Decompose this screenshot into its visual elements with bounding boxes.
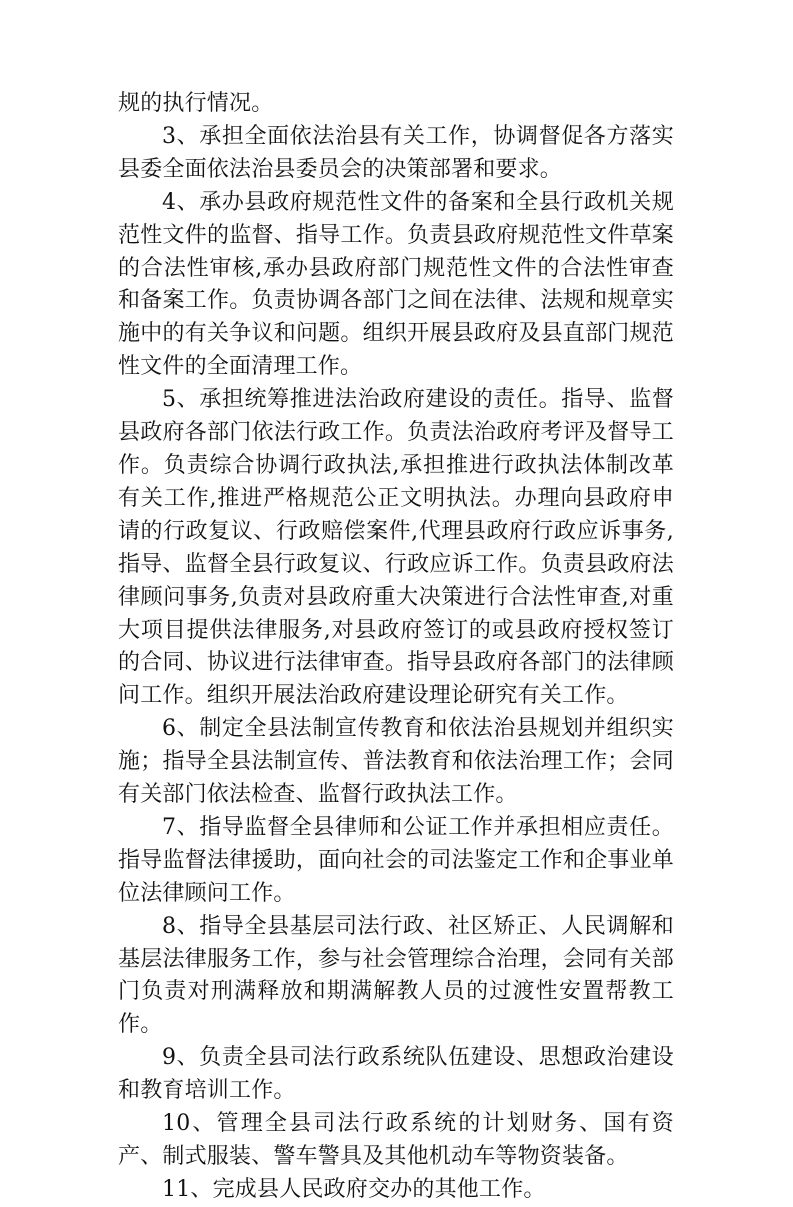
paragraph-item-6: 6、制定全县法制宣传教育和依法治县规划并组织实施；指导全县法制宣传、普法教育和依法治理工作；会同有关部门依法检查、监督行政执法工作。 [118, 716, 674, 808]
document-body [118, 88, 674, 1207]
paragraph-item-5: 5、承担统筹推进法治政府建设的责任。指导、监督县政府各部门依法行政工作。负责法治政府考评及督导工作。负责综合协调行政执法,承担推进行政执法体制改革有关工作,推进严格规范公正文明执法。办理向县政府申请的行政复议、行政赔偿案件,代理县政府行政应诉事务,指导、监督全县行政复议、行政应诉工作。负责县政府法律顾问事务,负责对县政府重大决策进行合法性审查,对重大项目提供法律服务,对县政府签订的或县政府授权签订的合同、协议进行法律审查。指导县政府各部门的法律顾问工作。组织开展法治政府建设理论研究有关工作。 [118, 387, 674, 709]
paragraph-item-11: 11、完成县人民政府交办的其他工作。 [162, 1176, 546, 1202]
paragraph-item-10: 10、管理全县司法行政系统的计划财务、国有资产、制式服装、警车警具及其他机动车等物资装备。 [118, 1111, 674, 1169]
paragraph-item-4: 4、承办县政府规范性文件的备案和全县行政机关规范性文件的监督、指导工作。负责县政府规范性文件草案的合法性审核,承办县政府部门规范性文件的合法性审查和备案工作。负责协调各部门之间在法律、法规和规章实施中的有关争议和问题。组织开展县政府及县直部门规范性文件的全面清理工作。 [118, 189, 674, 380]
paragraph-item-9: 9、负责全县司法行政系统队伍建设、思想政治建设和教育培训工作。 [118, 1045, 674, 1104]
paragraph-item-7: 7、指导监督全县律师和公证工作并承担相应责任。指导监督法律援助，面向社会的司法鉴定工作和企事业单位法律顾问工作。 [118, 814, 674, 906]
paragraph-item-3: 3、承担全面依法治县有关工作，协调督促各方落实县委全面依法治县委员会的决策部署和要求。 [118, 123, 674, 182]
paragraph-continuation: 规的执行情况。 [118, 91, 274, 116]
paragraph-item-8: 8、指导全县基层司法行政、社区矫正、人民调解和基层法律服务工作，参与社会管理综合治理，会同有关部门负责对刑满释放和期满解教人员的过渡性安置帮教工作。 [118, 913, 674, 1038]
